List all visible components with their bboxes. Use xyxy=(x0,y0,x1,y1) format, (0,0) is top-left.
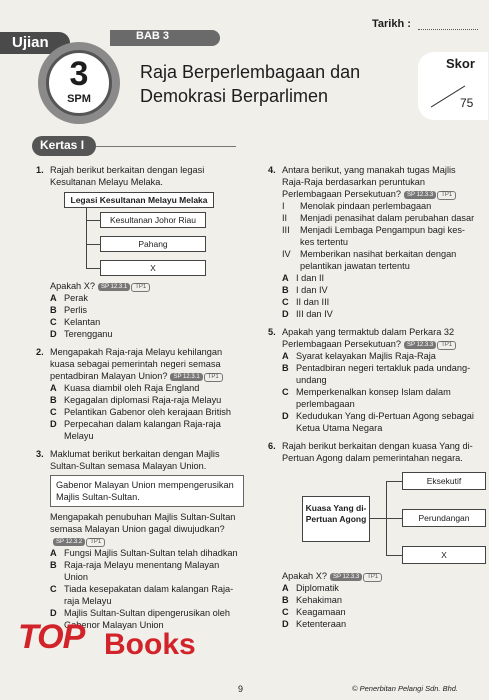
option-text: Syarat kelayakan Majlis Raja-Raja xyxy=(296,351,436,361)
stem-text: Apakah X? xyxy=(50,281,95,291)
page-number: 9 xyxy=(238,684,244,694)
option-text: Ketenteraan xyxy=(296,619,347,629)
option-c[interactable] xyxy=(50,583,244,607)
score-label: Skor xyxy=(446,56,475,71)
tp-tag: TP1 xyxy=(363,573,382,582)
question-stem xyxy=(50,280,244,292)
option-d[interactable] xyxy=(50,328,244,340)
tp-tag: TP1 xyxy=(437,341,456,350)
question-6 xyxy=(268,440,476,630)
sp-tag: SP 12.3.3 xyxy=(330,573,362,581)
stem-text: Mengapakah Raja-raja Melayu kehilangan kuasa sebagai pemerintah negeri semasa pentadbiran Malayan Union? xyxy=(50,347,223,381)
option-text: Kehakiman xyxy=(296,595,342,605)
option-letter: C xyxy=(282,607,289,617)
date-label: Tarikh : xyxy=(372,18,411,30)
option-letter: C xyxy=(282,297,289,307)
tp-tag: TP1 xyxy=(131,283,150,292)
option-a[interactable] xyxy=(50,292,244,304)
option-letter: D xyxy=(282,619,289,629)
statement-numeral: I xyxy=(282,201,285,211)
chapter-bar: BAB 3 xyxy=(110,30,220,46)
question-text: Rajah berikut berkaitan dengan kuasa Yang di-Pertuan Agong dalam pemerintahan negara. xyxy=(282,441,473,463)
title-line-2: Demokrasi Berparlimen xyxy=(140,86,329,106)
option-d[interactable] xyxy=(282,618,476,630)
stem-text: Apakah X? xyxy=(282,571,327,581)
option-letter: A xyxy=(50,383,57,393)
info-box: Gabenor Malayan Union mempengerusikan Majlis Sultan-Sultan. xyxy=(50,475,244,507)
option-letter: C xyxy=(282,387,289,397)
option-text: Tiada kesepakatan dalam kalangan Raja-raja Melayu xyxy=(64,584,234,606)
statement-text: Menjadi penasihat dalam perubahan dasar xyxy=(300,213,475,223)
diagram-connector xyxy=(386,481,402,482)
diagram-connector xyxy=(86,268,100,269)
option-d[interactable] xyxy=(50,418,244,442)
chapter-sub: SPM xyxy=(67,93,91,105)
date-line xyxy=(418,29,478,30)
option-c[interactable] xyxy=(282,386,476,410)
option-c[interactable] xyxy=(282,606,476,618)
diagram-box: Eksekutif xyxy=(402,472,486,490)
option-text: Raja-raja Melayu menentang Malayan Union xyxy=(64,560,220,582)
power-diagram xyxy=(282,468,476,566)
option-letter: B xyxy=(50,305,57,315)
score-total: 75 xyxy=(460,96,474,110)
option-text: Diplomatik xyxy=(296,583,339,593)
option-letter: A xyxy=(50,548,57,558)
title-line-1: Raja Berperlembagaan dan xyxy=(140,62,361,82)
question-text xyxy=(282,164,476,200)
option-letter: B xyxy=(282,363,289,373)
option-letter: C xyxy=(50,584,57,594)
option-letter: D xyxy=(50,608,57,618)
option-letter: D xyxy=(50,419,57,429)
option-text: III dan IV xyxy=(296,309,333,319)
stem-text: Antara berikut, yang manakah tugas Majlis Raja-Raja berdasarkan peruntukan Perlembagaan Persekutuan? xyxy=(282,165,456,199)
diagram-heading: Legasi Kesultanan Melayu Melaka xyxy=(64,192,214,208)
question-text xyxy=(50,346,244,382)
question-1 xyxy=(36,164,244,340)
option-c[interactable] xyxy=(50,406,244,418)
option-text: Memperkenalkan konsep Islam dalam perlembagaan xyxy=(296,387,451,409)
option-c[interactable] xyxy=(282,296,476,308)
question-number: 6. xyxy=(268,441,276,451)
left-column xyxy=(36,164,244,637)
question-stem xyxy=(50,511,244,547)
diagram-box: Kesultanan Johor Riau xyxy=(100,212,206,228)
statement-text: Memberikan nasihat berkaitan dengan pelantikan jawatan tertentu xyxy=(300,249,457,271)
option-text: Pelantikan Gabenor oleh kerajaan British xyxy=(64,407,232,417)
option-text: Fungsi Majlis Sultan-Sultan telah dihadkan xyxy=(64,548,238,558)
option-text: Kuasa diambil oleh Raja England xyxy=(64,383,200,393)
sp-tag: SP 12.3.1 xyxy=(98,283,130,291)
question-stem xyxy=(282,570,476,582)
statement-iii xyxy=(282,224,476,248)
diagram-connector xyxy=(386,555,402,556)
statement-i xyxy=(282,200,476,212)
option-letter: D xyxy=(282,309,289,319)
option-text: I dan II xyxy=(296,273,325,283)
option-b[interactable] xyxy=(50,304,244,316)
option-d[interactable] xyxy=(282,410,476,434)
option-b[interactable] xyxy=(282,594,476,606)
option-a[interactable] xyxy=(282,272,476,284)
option-text: Kedudukan Yang di-Pertuan Agong sebagai Ketua Utama Negara xyxy=(296,411,474,433)
option-letter: A xyxy=(282,583,289,593)
option-text: Kegagalan diplomasi Raja-raja Melayu xyxy=(64,395,222,405)
option-b[interactable] xyxy=(50,394,244,406)
diagram-box: Pahang xyxy=(100,236,206,252)
option-letter: C xyxy=(50,317,57,327)
option-c[interactable] xyxy=(50,316,244,328)
legacy-diagram xyxy=(50,192,244,276)
question-number: 2. xyxy=(36,347,44,357)
option-text: Perlis xyxy=(64,305,87,315)
option-letter: A xyxy=(50,293,57,303)
section-rule xyxy=(96,146,236,147)
page-title xyxy=(140,60,360,108)
question-4 xyxy=(268,164,476,320)
option-letter: B xyxy=(282,595,289,605)
option-text: I dan IV xyxy=(296,285,328,295)
statement-numeral: II xyxy=(282,213,288,223)
statement-iv xyxy=(282,248,476,272)
sp-tag: SP 12.3.1 xyxy=(170,373,202,381)
option-text: Perpecahan dalam kalangan Raja-raja Melayu xyxy=(64,419,221,441)
sp-tag: SP 12.3.3 xyxy=(404,191,436,199)
copyright: © Penerbitan Pelangi Sdn. Bhd. xyxy=(352,684,459,693)
option-letter: B xyxy=(282,285,289,295)
option-letter: B xyxy=(50,560,57,570)
question-3 xyxy=(36,448,244,631)
option-letter: D xyxy=(282,411,289,421)
diagram-connector xyxy=(86,220,100,221)
option-a[interactable] xyxy=(282,350,476,362)
option-b[interactable] xyxy=(282,284,476,296)
question-number: 1. xyxy=(36,165,44,175)
question-text: Rajah berikut berkaitan dengan legasi Kesultanan Melayu Melaka. xyxy=(50,165,205,187)
diagram-center-box: Kuasa Yang di-Pertuan Agong xyxy=(302,496,370,542)
exam-tab: Ujian xyxy=(0,32,70,54)
statement-text: Menjadi Lembaga Pengampun bagi kes-kes tertentu xyxy=(300,225,465,247)
option-text: Majlis Sultan-Sultan dipengerusikan oleh Gabenor Malayan Union xyxy=(64,608,230,630)
right-column xyxy=(268,164,476,636)
section-label: Kertas I xyxy=(32,136,96,156)
statement-text: Menolak pindaan perlembagaan xyxy=(300,201,432,211)
option-a[interactable] xyxy=(50,382,244,394)
chapter-badge xyxy=(46,50,112,116)
logo-top-text: TOP xyxy=(18,618,85,656)
diagram-box: Perundangan xyxy=(402,509,486,527)
option-letter: A xyxy=(282,351,289,361)
sp-tag: SP 12.3.3 xyxy=(404,341,436,349)
question-number: 3. xyxy=(36,449,44,459)
option-text: Pentadbiran negeri tertakluk pada undang-undang xyxy=(296,363,471,385)
chapter-number: 3 xyxy=(69,55,89,93)
diagram-connector xyxy=(370,518,386,519)
sp-tag: SP 12.3.2 xyxy=(53,538,85,546)
diagram-box: X xyxy=(402,546,486,564)
option-b[interactable] xyxy=(282,362,476,386)
tp-tag: TP1 xyxy=(86,538,105,547)
logo-books-text: Books xyxy=(104,628,196,661)
stem-text: Apakah yang termaktub dalam Perkara 32 Perlembagaan Persekutuan? xyxy=(282,327,455,349)
option-letter: B xyxy=(50,395,57,405)
tp-tag: TP1 xyxy=(437,191,456,200)
topbooks-logo xyxy=(18,618,84,657)
option-a[interactable] xyxy=(50,547,244,559)
diagram-connector xyxy=(386,518,402,519)
diagram-connector xyxy=(86,208,87,268)
statement-ii xyxy=(282,212,476,224)
question-5 xyxy=(268,326,476,434)
option-text: Kelantan xyxy=(64,317,101,327)
option-letter: A xyxy=(282,273,289,283)
tp-tag: TP1 xyxy=(204,373,223,382)
question-number: 4. xyxy=(268,165,276,175)
option-letter: C xyxy=(50,407,57,417)
diagram-connector xyxy=(86,244,100,245)
question-number: 5. xyxy=(268,327,276,337)
statement-numeral: III xyxy=(282,225,290,235)
question-text xyxy=(282,326,476,350)
option-d[interactable] xyxy=(282,308,476,320)
stem-text: Mengapakah penubuhan Majlis Sultan-Sultan semasa Malayan Union gagal diwujudkan? xyxy=(50,512,236,534)
statement-numeral: IV xyxy=(282,249,291,259)
option-text: Keagamaan xyxy=(296,607,346,617)
diagram-box: X xyxy=(100,260,206,276)
option-text: II dan III xyxy=(296,297,330,307)
question-text: Maklumat berikut berkaitan dengan Majlis Sultan-Sultan semasa Malayan Union. xyxy=(50,449,220,471)
option-text: Terengganu xyxy=(64,329,113,339)
question-2 xyxy=(36,346,244,442)
option-text: Perak xyxy=(64,293,89,303)
option-b[interactable] xyxy=(50,559,244,583)
option-letter: D xyxy=(50,329,57,339)
option-a[interactable] xyxy=(282,582,476,594)
